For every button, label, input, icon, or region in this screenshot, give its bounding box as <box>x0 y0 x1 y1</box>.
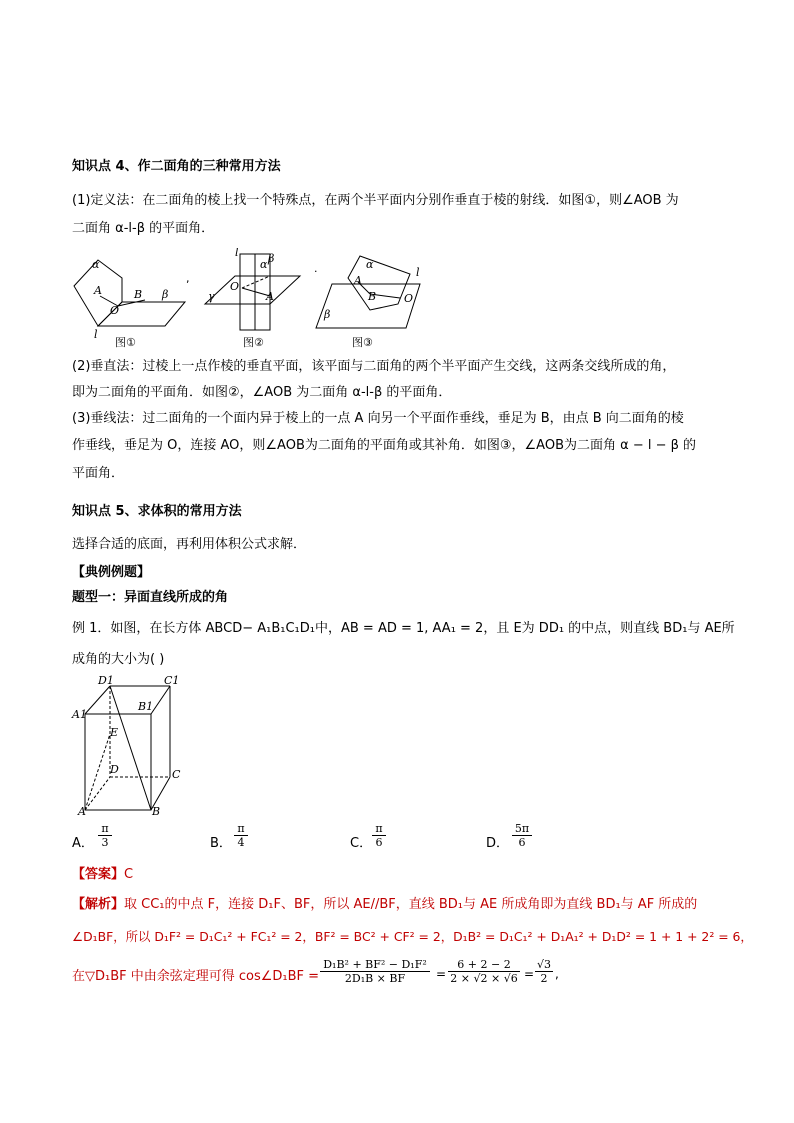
kp4-definition-line1: (1)定义法：在二面角的棱上找一个特殊点，在两个半平面内分别作垂直于棱的射线．如图①，则∠AOB 为 <box>72 193 679 208</box>
figure-1-diagram <box>74 258 185 341</box>
svg-text:l: l <box>235 248 239 259</box>
option-a-fraction: $\frac{\pi}{3}$ <box>98 822 112 849</box>
option-c-fraction: $\frac{\pi}{6}$ <box>372 822 386 849</box>
dihedral-figures <box>70 248 440 348</box>
svg-text:β: β <box>324 308 331 321</box>
cosine-fraction-2: $\frac{6 + 2 - 2}{2 \times √2 \times √6}$ <box>448 958 520 985</box>
cosine-fraction-1: $\frac{\text{D₁B² + BF² − D₁F²}}{\text{2D₁B × BF}}$ <box>320 958 430 985</box>
kp4-definition-line2: 二面角 α-l-β 的平面角． <box>72 221 215 236</box>
svg-text:γ: γ <box>208 290 215 303</box>
analysis-line2: ∠D₁BF，所以 D₁F² = D₁C₁² + FC₁² = 2，BF² = BC² + CF² = 2，D₁B² = D₁C₁² + D₁A₁² + D₁D² = 1 + 1 + 2² = 6， <box>72 929 753 944</box>
label-B: B <box>152 805 161 818</box>
svg-text:.: . <box>314 262 318 275</box>
cuboid-diagram <box>70 672 190 818</box>
label-D: D <box>110 763 119 776</box>
label-E: E <box>110 726 119 739</box>
option-b-fraction: $\frac{\pi}{4}$ <box>234 822 248 849</box>
examples-header: 【典例例题】 <box>72 565 151 580</box>
figure-3-diagram <box>316 256 420 328</box>
svg-text:O: O <box>404 292 414 305</box>
answer-value: C <box>124 867 134 882</box>
svg-text:l: l <box>94 328 98 341</box>
svg-text:A: A <box>94 284 102 297</box>
option-d-fraction: $\frac{5\pi}{6}$ <box>512 822 532 849</box>
kp4-perp-plane-line1: (2)垂直法：过棱上一点作棱的垂直平面，该平面与二面角的两个半平面产生交线，这两条交线所成的角， <box>72 359 676 374</box>
svg-text:β: β <box>268 252 275 265</box>
svg-text:β: β <box>162 288 169 301</box>
kp4-title: 知识点 4、作二面角的三种常用方法 <box>72 159 281 174</box>
option-d-label: D． <box>486 836 510 851</box>
analysis-line1 <box>72 896 697 914</box>
svg-text:A: A <box>266 290 274 303</box>
svg-text:α: α <box>92 258 100 271</box>
analysis-tag: 【解析】 <box>72 897 125 912</box>
svg-text:O: O <box>230 280 240 293</box>
option-a-label: A． <box>72 836 94 851</box>
analysis-line3-prefix: 在▽D₁BF 中由余弦定理可得 cos∠D₁BF = <box>72 969 320 984</box>
kp5-body: 选择合适的底面，再利用体积公式求解． <box>72 537 307 552</box>
equals-1: = <box>436 967 447 981</box>
kp4-perp-line-line2: 作垂线，垂足为 O，连接 AO，则∠AOB为二面角的平面角或其补角．如图③，∠AOB为二面角 α − l − β 的 <box>72 438 697 453</box>
answer-tag: 【答案】 <box>72 867 125 882</box>
kp5-title: 知识点 5、求体积的常用方法 <box>72 504 242 519</box>
kp4-perp-line-line3: 平面角． <box>72 466 125 481</box>
label-C: C <box>172 768 181 781</box>
analysis-line1-text: 取 CC₁的中点 F，连接 D₁F、BF，所以 AE//BF，直线 BD₁与 AE 所成角即为直线 BD₁与 AF 所成的 <box>124 897 698 912</box>
cosine-fraction-3: $\frac{√3}{2}$ <box>537 958 552 985</box>
option-b-label: B． <box>210 836 232 851</box>
svg-text:A: A <box>354 274 362 287</box>
svg-text:B: B <box>368 290 377 303</box>
svg-text:B: B <box>134 288 143 301</box>
label-C1: C1 <box>164 674 180 687</box>
example1-line2: 成角的大小为( ) <box>72 652 165 667</box>
kp4-perp-line-line1: (3)垂线法：过二面角的一个面内异于棱上的一点 A 向另一个平面作垂线，垂足为 B，由点 B 向二面角的棱 <box>72 411 684 426</box>
figure-2-label: 图② <box>243 336 264 349</box>
label-A1: A1 <box>72 708 87 721</box>
figure-2-diagram <box>205 248 300 330</box>
svg-text:l: l <box>416 266 420 279</box>
type1-title: 题型一：异面直线所成的角 <box>72 590 229 605</box>
example1-line1: 例 1．如图，在长方体 ABCD− A₁B₁C₁D₁中，AB = AD = 1, AA₁ = 2，且 E为 DD₁ 的中点，则直线 BD₁与 AE所 <box>72 621 735 636</box>
answer-line <box>72 866 133 884</box>
svg-text:α: α <box>260 258 268 271</box>
svg-text:α: α <box>366 258 374 271</box>
trailing-comma: , <box>555 967 559 981</box>
equals-2: = <box>524 967 535 981</box>
svg-text:,: , <box>186 272 190 285</box>
kp4-perp-plane-line2: 即为二面角的平面角．如图②，∠AOB 为二面角 α-l-β 的平面角． <box>72 385 452 400</box>
figure-1-label: 图① <box>115 336 136 349</box>
label-A: A <box>78 805 86 818</box>
svg-text:O: O <box>110 304 120 317</box>
label-D1: D1 <box>98 674 114 687</box>
label-B1: B1 <box>138 700 154 713</box>
figure-3-label: 图③ <box>352 336 373 349</box>
option-c-label: C． <box>350 836 373 851</box>
